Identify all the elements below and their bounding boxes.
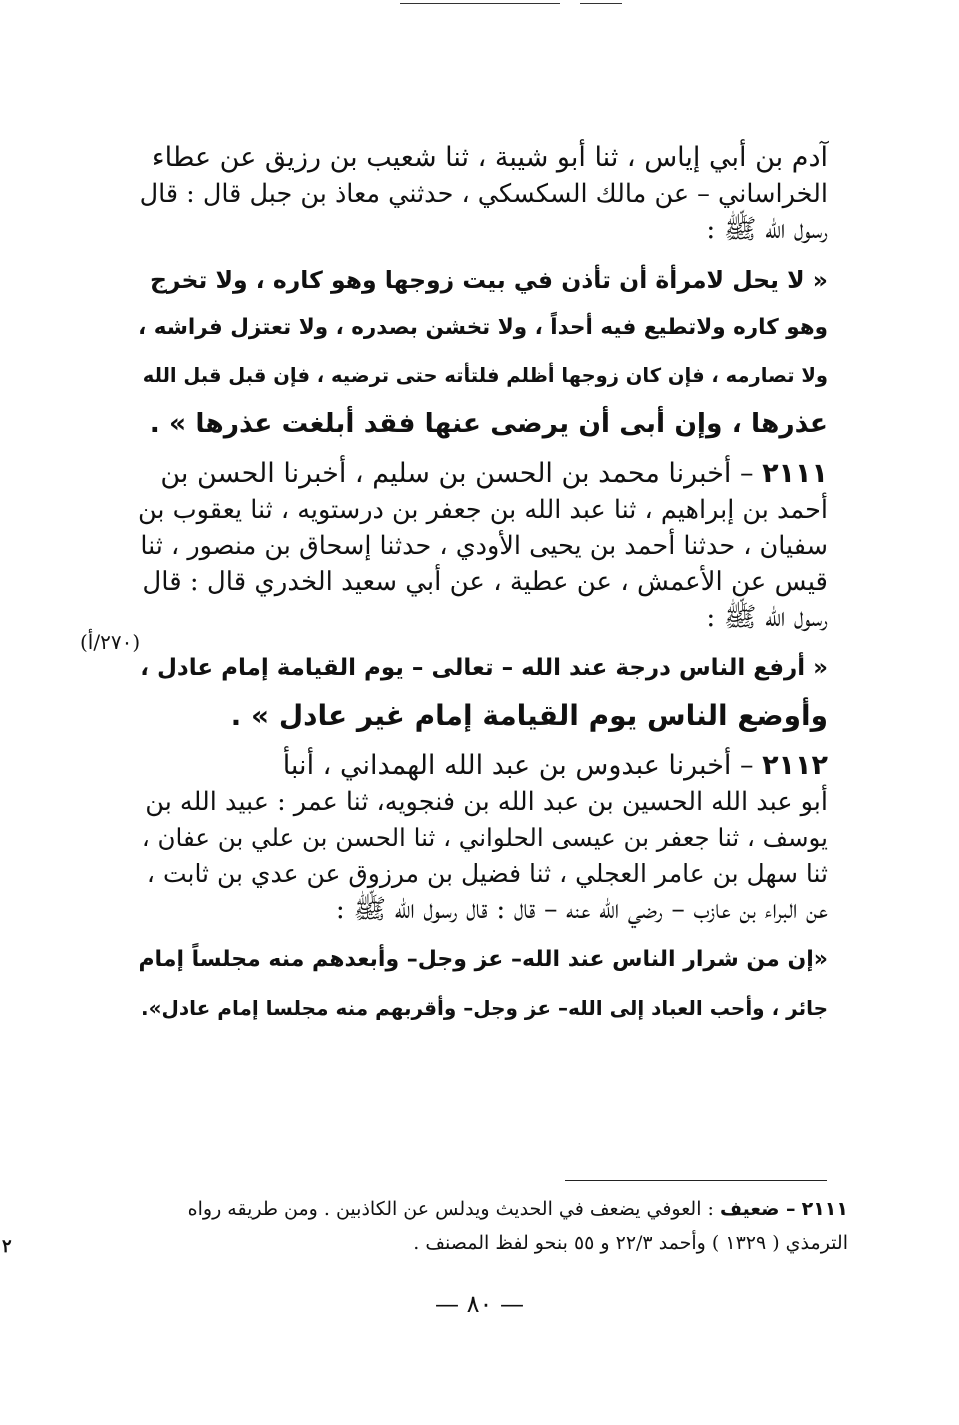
hadith-block <box>138 936 828 1032</box>
hadith-block <box>138 644 828 740</box>
page-number: — ٨٠ — <box>434 1290 525 1318</box>
text-line: أحمد بن إبراهيم ، ثنا عبد الله بن جعفر بن درستويه ، ثنا يعقوب بن <box>138 495 828 525</box>
hadith-line: «إن من شرار الناس عند الله– عز وجل– وأبعدهم منه مجلساً إمام <box>138 947 828 972</box>
manuscript-folio-note: (٢٧٠/أ) <box>80 630 141 654</box>
hadith-line: ولا تصارمه ، فإن كان زوجها أظلم فلتأته حتى ترضيه ، فإن قبل قبل الله <box>142 364 828 387</box>
hadith-number: ٢١١١ <box>762 458 828 489</box>
footnote <box>82 1192 848 1260</box>
text-line: ثنا سهل بن عامر العجلي ، ثنا فضيل بن مرزوق عن عدي بن ثابت ، <box>146 859 828 888</box>
hadith-number: ٢١١٢ <box>762 750 828 781</box>
hadith-line: « لا يحل لامرأة أن تأذن في بيت زوجها وهو كاره ، ولا تخرج <box>150 266 828 294</box>
text-line: قيس عن الأعمش ، عن عطية ، عن أبي سعيد الخدري قال : قال <box>142 567 828 597</box>
narration-block <box>138 140 828 248</box>
text-line: الخراساني – عن مالك السكسكي ، حدثني معاذ بن جبل قال : قال <box>139 179 828 209</box>
footnote-number: ٢١١١ <box>801 1198 848 1220</box>
footnote-line <box>82 1192 848 1226</box>
edge-mark: ٢ <box>2 1236 12 1257</box>
text-line-rest: – أخبرنا عبدوس بن عبد الله الهمداني ، أنبأ <box>282 750 754 781</box>
text-line: عن البراء بن عازب – رضي الله عنه – قال : قال رسول الله ﷺ : <box>335 894 828 925</box>
text-line: رسول الله ﷺ : <box>706 214 828 245</box>
hadith-line: وأوضع الناس يوم القيامة إمام غير عادل » . <box>230 699 828 732</box>
main-text <box>138 140 828 1040</box>
text-line: يوسف ، ثنا جعفر بن عيسى الحلواني ، ثنا الحسن بن علي بن عفان ، <box>141 823 828 852</box>
text-line: أبو عبد الله الحسين بن عبد الله بن فنجويه، ثنا عمر : عبيد الله بن <box>145 787 828 817</box>
top-rule-left <box>400 3 560 4</box>
footnote-text: : العوفي يضعف في الحديث ويدلس عن الكاذبين . ومن طريقه رواه <box>187 1198 714 1220</box>
text-line: رسول الله ﷺ : <box>706 602 828 633</box>
text-line <box>138 748 828 784</box>
text-line-rest: – أخبرنا محمد بن الحسن بن سليم ، أخبرنا الحسن بن <box>160 458 754 489</box>
hadith-line: جائر ، وأحب العباد إلى الله– عز وجل– وأقربهم منه مجلسا إمام عادل». <box>141 996 828 1020</box>
text-line <box>138 456 828 492</box>
hadith-line: « أرفع الناس درجة عند الله – تعالى – يوم القيامة إمام عادل ، <box>140 655 828 681</box>
hadith-line: وهو كاره ولاتطيع فيه أحداً ، ولا تخشن بصدره ، ولا تعتزل فراشه ، <box>138 315 828 340</box>
text-line: آدم بن أبي إياس ، ثنا أبو شيبة ، ثنا شعيب بن رزيق عن عطاء <box>151 142 828 173</box>
text-line: سفيان ، حدثنا أحمد بن يحيى الأودي ، حدثنا إسحاق بن منصور ، ثنا <box>140 531 828 561</box>
narration-block <box>138 748 828 928</box>
narration-block <box>138 456 828 636</box>
footnote-grade: – ضعيف <box>719 1198 796 1220</box>
footnote-line: الترمذي ( ١٣٢٩ ) وأحمد ٢٢/٣ و ٥٥ بنحو لفظ المصنف . <box>413 1232 848 1254</box>
hadith-block <box>138 256 828 448</box>
top-rule-right <box>580 3 622 4</box>
hadith-line: عذرها ، وإن أبى أن يرضى عنها فقد أبلغت عذرها » . <box>149 408 828 439</box>
footnote-separator <box>565 1180 827 1181</box>
